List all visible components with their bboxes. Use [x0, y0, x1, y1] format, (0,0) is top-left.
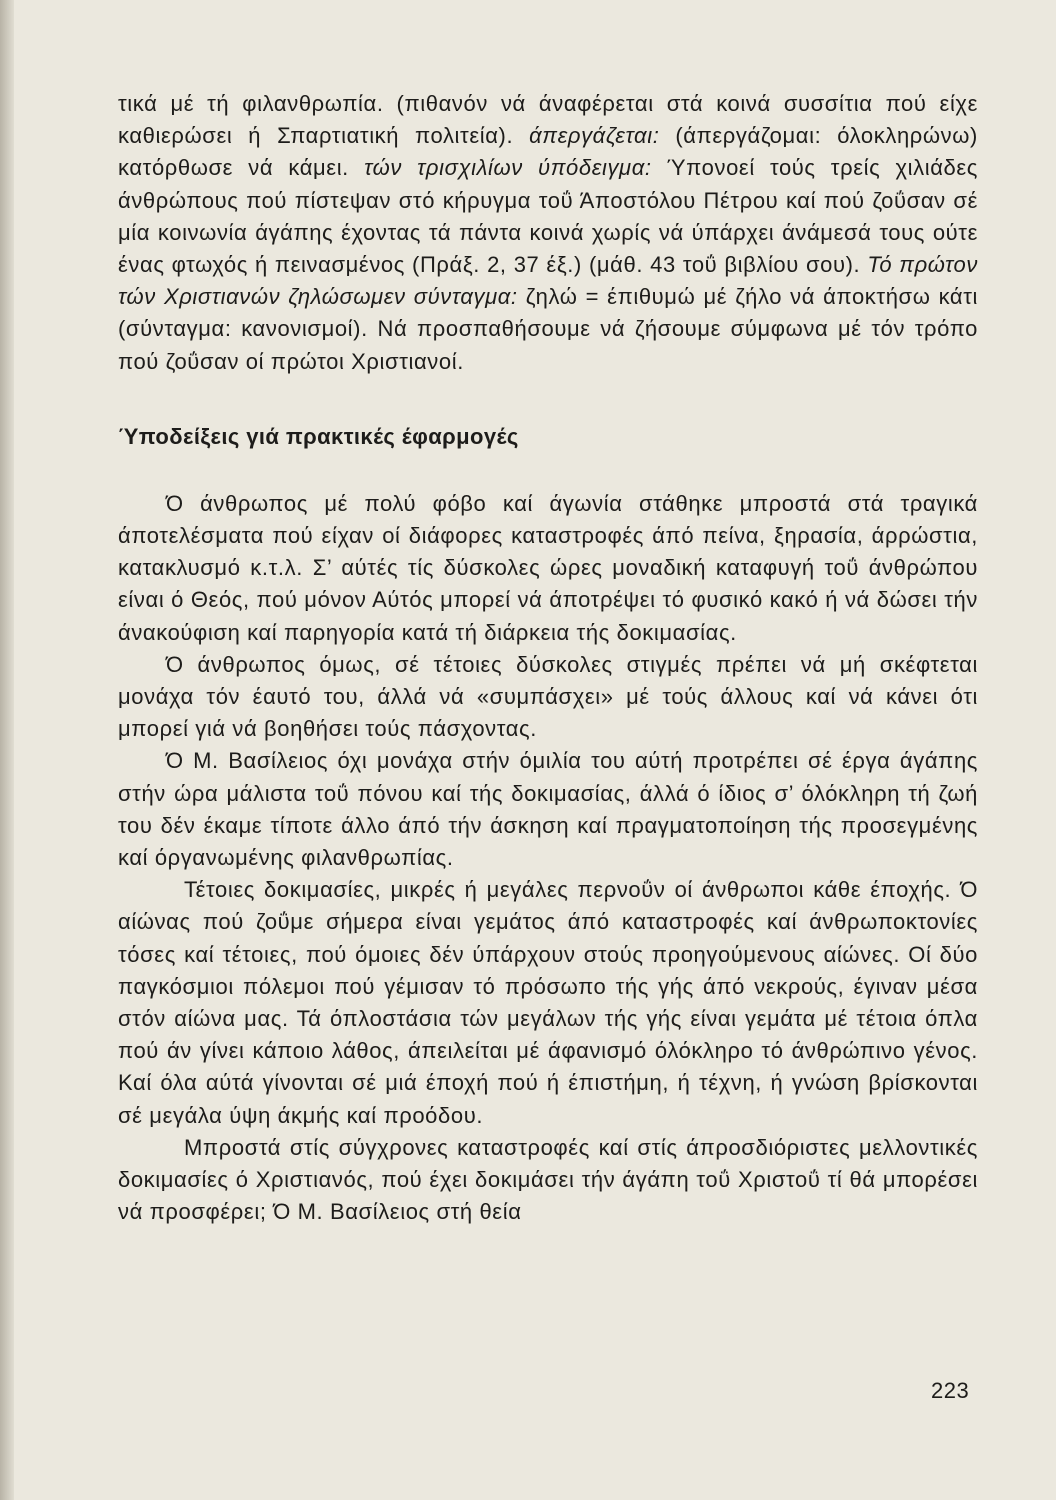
body-paragraph-3: Ό Μ. Βασίλειος όχι μονάχα στήν όμιλία του αύτή προτρέπει σέ έργα άγάπης στήν ώρα μάλιστα τοΰ πόνου καί τής δοκιμασίας, άλλά ό ίδιος σ’ όλόκληρη τή ζωή του δέν έκαμε τίποτε άλλο άπό τήν άσκηση καί πραγματοποίηση τής προσεγμένης καί όργανωμένης φιλανθρωπίας. [118, 748, 978, 871]
term-trischilion: τών τρισχιλίων ύπόδειγμα: [364, 155, 652, 181]
commentary-text-3: Ύπονοεί τούς τρείς χιλιάδες άνθρώπους πού πίστεψαν στό κήρυγμα τοΰ Άποστόλου Πέτρου καί πού ζοΰσαν σέ μία κοινωνία άγάπης έχοντας τά πάντα κοινά χωρίς νά ύπάρχει άνάμεσά τους ούτε ένας φτωχός ή πεινασμένος (Πράξ. 2, 37 έξ.) (μάθ. 43 τοΰ βιβλίου σου). [118, 155, 978, 278]
page-body [118, 88, 978, 1229]
page-edge-shadow [0, 0, 14, 1500]
commentary-paragraph [118, 88, 978, 378]
body-paragraph-1: Ό άνθρωπος μέ πολύ φόβο καί άγωνία στάθηκε μπροστά στά τραγικά άποτελέσματα πού είχαν οί διάφορες καταστροφές άπό πείνα, ξηρασία, άρρώστια, κατακλυσμό κ.τ.λ. Σ’ αύτές τίς δύσκολες ώρες μοναδική καταφυγή τοΰ άνθρώπου είναι ό Θεός, πού μόνον Αύτός μπορεί νά άποτρέψει τό φυσικό κακό ή νά δώσει τήν άνακούφιση καί παρηγορία κατά τή διάρκεια τής δοκιμασίας. [118, 490, 978, 645]
commentary-text-1: τικά μέ τή φιλανθρωπία. (πιθανόν νά άναφέρεται στά κοινά συσσίτια πού είχε καθιερώσει ή Σπαρτιατική πολιτεία). [118, 91, 978, 149]
commentary-text-4: ζηλώ = έπιθυμώ μέ ζήλο νά άποκτήσω κάτι (σύνταγμα: κανονισμοί). Νά προσπαθήσουμε νά ζήσουμε σύμφωνα μέ τόν τρόπο πού ζοΰσαν οί πρώτοι Χριστιανοί. [118, 284, 979, 374]
body-paragraph-5: Μπροστά στίς σύγχρονες καταστροφές καί στίς άπροσδιόριστες μελλοντικές δοκιμασίες ό Χριστιανός, πού έχει δοκιμάσει τήν άγάπη τοΰ Χριστοΰ τί θά μπορέσει νά προσφέρει; Ό Μ. Βασίλειος στή θεία [118, 1134, 978, 1225]
body-paragraph-2: Ό άνθρωπος όμως, σέ τέτοιες δύσκολες στιγμές πρέπει νά μή σκέφτεται μονάχα τόν έαυτό του, άλλά νά «συμπάσχει» μέ τούς άλλους καί νά κάνει ότι μπορεί γιά νά βοηθήσει τούς πάσχοντας. [118, 651, 978, 742]
term-apergazetai: άπεργάζεται: [529, 123, 660, 149]
term-proton-syntagma: Τό πρώτον τών Χριστιανών ζηλώσωμεν σύνταγμα: [118, 252, 978, 310]
section-heading: Ύποδείξεις γιά πρακτικές έφαρμογές [118, 423, 519, 449]
page-number: 223 [931, 1378, 970, 1403]
commentary-text-2: (άπεργάζομαι: όλοκληρώνω) κατόρθωσε νά κάμει. [118, 123, 978, 181]
body-paragraph-4: Τέτοιες δοκιμασίες, μικρές ή μεγάλες περνοΰν οί άνθρωποι κάθε έποχής. Ό αίώνας πού ζοΰμε σήμερα είναι γεμάτος άπό καταστροφές καί άνθρωποκτονίες τόσες καί τέτοιες, πού όμοιες δέν ύπάρχουν στούς προηγούμενους αίώνες. Οί δύο παγκόσμιοι πόλεμοι πού γέμισαν τό πρόσωπο τής γής άπό νεκρούς, έγιναν μέσα στόν αίώνα μας. Τά όπλοστάσια τών μεγάλων τής γής είναι γεμάτα μέ τέτοια όπλα πού άν γίνει κάποιο λάθος, άπειλείται μέ άφανισμό όλόκληρο τό άνθρώπινο γένος. Καί όλα αύτά γίνονται σέ μιά έποχή πού ή έπιστήμη, ή τέχνη, ή γνώση βρίσκονται σέ μεγάλα ύψη άκμής καί προόδου. [118, 877, 978, 1128]
